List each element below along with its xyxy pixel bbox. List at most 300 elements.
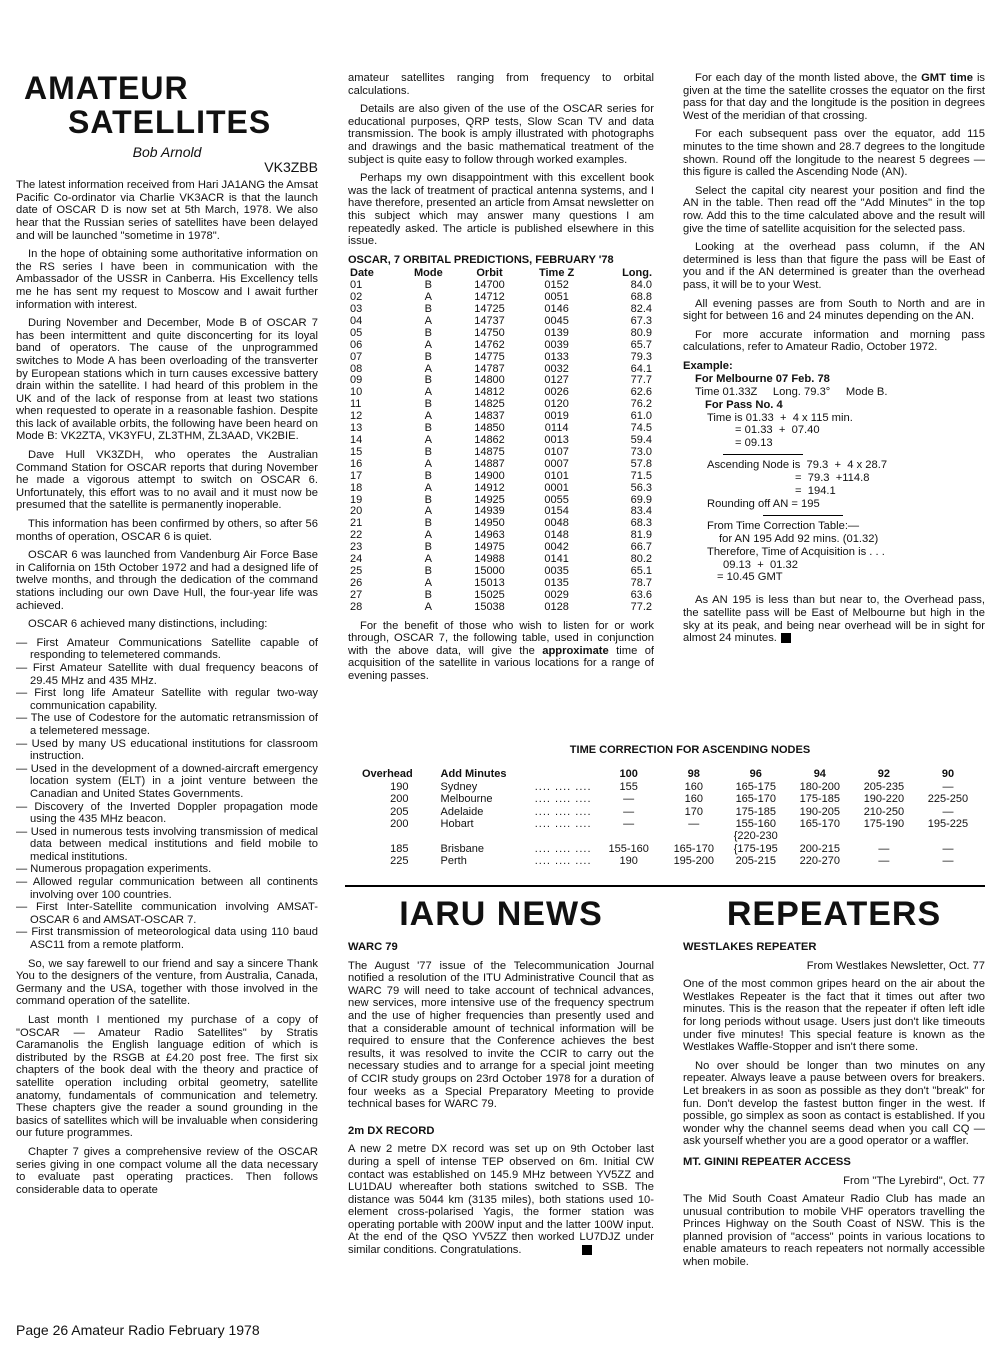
repeaters-title: REPEATERS [726,895,942,933]
dx-record-subheading: 2m DX RECORD [348,1124,435,1137]
tc-cell: 190-220 [863,793,905,806]
orbital-cell: 14900 [474,469,505,482]
tc-cell: — [878,842,890,855]
orbital-cell: A [424,434,432,446]
gmt-text-pre: For each day of the month listed above, the [695,72,918,84]
worked-example [683,360,985,585]
orbital-cell: 23 [350,541,363,554]
example-line-1: For Melbourne 07 Feb. 78 [695,372,830,385]
tc-cell [439,793,594,805]
tc-cell: — [942,842,954,855]
column-3-paragraphs [683,128,985,354]
tc-row [360,793,980,805]
tc-cell: 160 [684,793,703,806]
example-line-5: = 01.33 + 07.40 [735,424,820,437]
orbital-row [348,483,654,495]
orbital-cell: B [424,493,432,506]
orbital-cell: 0045 [544,314,569,327]
tc-cell: 155-160 [608,842,649,855]
orbital-cell: 0029 [544,588,569,601]
orbital-cell: 25 [350,564,363,577]
tc-cell: 190 [619,855,638,868]
orbital-cell: 0133 [544,350,569,363]
orbital-cell: 77.2 [630,600,652,613]
orbital-cell: 14862 [474,434,505,446]
orbital-cell: 0051 [544,291,569,304]
column-1-paragraphs [16,179,318,631]
dx-record-text: A new 2 metre DX record was set up on 9th October last during a spell of intense TEP observed on 6m. Initial CW contact was established on 145.9 MHz between YV5ZZ and LU1DAU whereafter both stations switched to SSB. The distance was 5044 km (3135 miles), both stations used 10-element cross-polarised Yagis, the former station was operating portable with 200W input and the latter 100W input. At the end of the QSO YV5ZZ then worked LU7DJZ under similar conditions. Congratulations. [348,1143,654,1257]
listen-paragraph [348,620,654,683]
example-line-11: From Time Correction Table:— [707,519,860,532]
col3-paragraph-3: Looking at the overhead pass column, if the AN determined is less than that figure the pass will be East of you and if the AN determined is greater than the overhead pass, it will be to your West. [683,241,985,291]
orbital-cell: 14800 [474,374,505,387]
tc-row [360,806,980,818]
orbital-cell: 09 [350,374,363,387]
example-line-3: For Pass No. 4 [705,398,783,411]
orbital-cell: 74.5 [630,422,652,435]
tc-city: Perth [440,855,467,868]
tc-cell: 205-235 [863,780,905,793]
orbital-cell: 0101 [544,469,569,482]
orbital-cell: 15000 [474,564,505,577]
tc-row [360,843,980,855]
orbital-cell: 04 [350,314,363,327]
col1-paragraph-3: During November and December, Mode B of OSCAR 7 has been intermittent and quite disconcerting for its loyal band of operators. The cause of the unprogrammed switches to Mode A has been overloading of the transverter by European stations which in turn causes excessive battery drain within the satellite. I had heard of this problem in the UK and of the lack of response from at least two stations when requested to operate in a reasonable fashion. Despite this lack of available orbits, the following have been heard on Mode B: VK2ZTA, VK3YFU, ZL3THM, ZL3AAD, VK2BIE. [16,317,318,443]
tc-cell: 220-270 [799,855,840,868]
orbital-cell: B [424,350,432,363]
article-title-line-1: AMATEUR [24,70,189,106]
tc-dots: .... .... .... [534,805,592,818]
orbital-cell: 13 [350,422,363,435]
section-divider [345,885,985,887]
tc-city: Sydney [440,780,478,793]
example-line-9: = 194.1 [795,485,836,498]
col1-late-paragraph-3: Chapter 7 gives a comprehensive review of the OSCAR series giving in one compact volume all the data necessary to evaluate past operating practices. Then follows considerable data to operate [16,1145,318,1196]
example-underline-2 [763,515,843,516]
tc-cell: 190-205 [799,805,840,818]
col1-paragraph-1: The latest information received from Hari JA1ANG the Amsat Pacific Co-ordinator via Charlie VK3ACR is that the launch date of OSCAR D is now set at 5th March, 1978. We also hear that the Russian series of satellites have been delayed and will be launched "sometime in 1978". [16,179,318,242]
orbital-cell: 0039 [544,338,569,351]
col2-paragraph-2: Details are also given of the use of the OSCAR series for educational purposes, QRP tests, Slow Scan TV and data transmission. The book is amply illustrated with photographs and drawings and the basic mathematical treatment of the subject is quite easy to follow through worked examples. [348,103,654,166]
orbital-cell: 69.9 [630,493,652,506]
orbital-row [348,459,654,471]
orbital-cell: B [424,398,432,411]
orbital-cell: 61.0 [630,410,652,423]
tc-cell: — [878,855,890,868]
tc-cell [439,843,594,855]
orbital-cell: 0114 [544,422,569,435]
tc-cell: 175-185 [799,793,840,806]
tc-cell: 165-170 [735,793,776,806]
orbital-cell: 14762 [474,338,505,351]
orbital-cell: 22 [350,529,363,542]
orbital-cell: 12 [350,410,363,423]
col1-paragraph-7: OSCAR 6 achieved many distinctions, including: [28,618,268,631]
orbital-cell: A [424,576,432,589]
example-underline [723,454,803,455]
orbital-cell: 0152 [544,279,569,292]
author-callsign: VK3ZBB [264,158,318,175]
westlakes-source: From Westlakes Newsletter, Oct. 77 [806,959,985,972]
orbital-cell: 80.9 [630,326,652,339]
tc-cell: 165-170 [673,842,714,855]
orbital-row [348,352,654,364]
orbital-cell: 80.2 [630,553,652,566]
orbital-cell: A [424,386,432,399]
iaru-news-section [348,895,654,1257]
tc-row [360,781,980,793]
warc-subheading: WARC 79 [348,941,398,953]
orbital-cell: 0128 [544,600,569,613]
orbital-predictions-title: OSCAR, 7 ORBITAL PREDICTIONS, FEBRUARY '78 [348,253,614,266]
orbital-header: Long. [622,267,652,280]
orbital-cell: 06 [350,338,363,351]
listen-text-pre: For the benefit of those who wish to listen for or work through, OSCAR 7, the following table, used in conjunction with the above data, will give the [348,619,654,657]
tc-cell: 195-225 [927,818,969,831]
orbital-row [348,471,654,483]
orbital-cell: 0141 [544,553,569,566]
orbital-cell: 01 [350,279,363,292]
end-mark-icon-2 [582,1245,592,1255]
orbital-cell: 0007 [544,457,569,470]
orbital-cell: 73.0 [630,445,652,458]
orbital-header: Orbit [476,267,503,280]
orbital-cell: 14875 [474,445,505,458]
column-2-paragraphs [348,72,654,248]
time-correction-table [360,768,980,867]
distinction-item: — First long life Amateur Satellite with regular two-way communication capability. [16,687,318,712]
orbital-cell: 14837 [474,410,505,423]
orbital-cell: B [424,279,432,292]
col3-paragraph-5: For more accurate information and morning pass calculations, refer to Amateur Radio, October 1972. [683,328,985,354]
orbital-cell: B [424,326,432,339]
orbital-cell: 16 [350,457,363,470]
tc-cell: {175-195 [733,842,778,855]
tc-cell [439,818,594,843]
distinction-item: — The use of Codestore for the automatic retransmission of a telemetered message. [16,712,318,737]
end-mark-icon [781,633,791,643]
tc-cell [439,806,594,818]
orbital-cell: 14850 [474,422,505,435]
tc-cell: 175-185 [735,805,776,818]
distinction-item: — First Inter-Satellite communication involving AMSAT-OSCAR 6 and AMSAT-OSCAR 7. [16,901,318,926]
orbital-cell: 20 [350,505,363,518]
orbital-cell: 14737 [474,314,505,327]
tc-cell: 160 [684,780,703,793]
orbital-cell: 68.3 [630,517,652,530]
orbital-cell: 81.9 [630,529,652,542]
orbital-cell: B [424,374,432,387]
orbital-row [348,590,654,602]
col3-paragraph-2: Select the capital city nearest your position and find the AN in the table. Then read off the "Add Minutes" in the top row. Add this to the time calculated above and the result will give the time of satellite acquisition for the selected pass. [683,184,985,235]
distinction-item: — Used in the development of a downed-aircraft emergency location system (ELT) in a joint venture between the Canadian and United States Governments. [16,763,318,801]
example-line-13: Therefore, Time of Acquisition is . . . [707,545,885,558]
example-line-2: Time 01.33Z Long. 79.3° Mode B. [695,385,888,398]
col2-paragraph-3: Perhaps my own disappointment with this excellent book was the lack of treatment of practical antenna systems, and I have therefore, presented an article from Amsat newsletter on this subject which may answer many questions I am repeatedly asked. The article is published elsewhere in this issue. [348,172,654,248]
listen-text-post: time of acquisition of the satellite in various locations for a range of evening passes. [348,644,655,682]
tc-dots: .... .... .... [534,793,592,806]
orbital-cell: 0013 [544,434,569,446]
orbital-cell: 77.7 [630,374,652,387]
tc-cell: 200 [390,818,409,831]
orbital-cell: 14725 [474,303,505,316]
tc-cell: — [623,793,635,806]
orbital-row [348,602,654,614]
orbital-cell: 67.3 [630,314,652,327]
tc-cell: 170 [684,805,703,818]
orbital-cell: 0055 [544,493,569,506]
orbital-cell: 18 [350,481,363,494]
article-column-3 [683,72,985,651]
article-title-line-2: SATELLITES [68,104,272,140]
orbital-cell: 0148 [544,529,569,542]
example-label: Example: [683,359,733,372]
distinction-item: — First Amateur Satellite with dual frequency beacons of 29.45 MHz and 435 MHz. [16,662,318,687]
orbital-cell: 0019 [544,410,569,423]
orbital-cell: 78.7 [630,576,652,589]
article-column-1 [16,72,318,1202]
orbital-cell: A [424,338,432,351]
tc-city: Melbourne [440,793,493,806]
orbital-cell: 14 [350,434,363,446]
article-column-2 [348,72,654,689]
orbital-cell: 14939 [474,505,505,518]
orbital-cell: A [424,362,432,375]
orbital-cell: 02 [350,291,363,304]
orbital-cell: 14775 [474,350,505,363]
tc-city: Brisbane [440,842,484,855]
dx-record-paragraph [348,1143,654,1256]
orbital-cell: B [424,445,432,458]
tc-cell: — [623,805,635,818]
orbital-cell: 26 [350,576,363,589]
westlakes-paragraph-1: One of the most common gripes heard on the air about the Westlakes Repeater is the fact that it times out after two minutes. This is the reason that the repeater if often left idle for long periods without usage. Users just don't like timeouts under five minutes! This special feature is known as the Westlakes Waffle-Stopper and isn't there some. [683,978,985,1054]
ginini-subheading: MT. GININI REPEATER ACCESS [683,1155,851,1168]
orbital-cell: B [424,469,432,482]
iaru-title: IARU NEWS [399,895,603,933]
distinction-item: — First Amateur Communications Satellite capable of responding to telemetered commands. [16,637,318,662]
orbital-cell: 62.6 [630,386,652,399]
tc-cell: — [623,818,635,831]
tc-cell: 205 [390,805,409,818]
page-footer: Page 26 Amateur Radio February 1978 [16,1322,260,1338]
tc-dots: .... .... .... [534,855,592,868]
tc-cell: 185 [390,842,409,855]
orbital-cell: 15038 [474,600,505,613]
orbital-cell: B [424,303,432,316]
orbital-cell: 07 [350,350,363,363]
orbital-cell: 0135 [544,576,569,589]
orbital-cell: 14887 [474,457,505,470]
orbital-row [348,340,654,352]
orbital-cell: 57.8 [630,457,652,470]
tc-cell: 200 [390,793,409,806]
orbital-cell: A [424,505,432,518]
orbital-predictions-table [348,268,654,613]
orbital-cell: 79.3 [630,350,652,363]
orbital-cell: B [424,541,432,554]
tc-cell: 210-250 [863,805,905,818]
orbital-cell: B [424,564,432,577]
orbital-cell: B [424,517,432,530]
westlakes-subheading: WESTLAKES REPEATER [683,941,817,953]
tc-cell: — [942,805,954,818]
example-line-8: = 79.3 +114.8 [795,472,870,485]
example-line-12: for AN 195 Add 92 mins. (01.32) [719,532,879,545]
orbital-cell: 14925 [474,493,505,506]
orbital-cell: 14825 [474,398,505,411]
tc-dots: .... .... .... [534,818,592,831]
orbital-cell: 65.7 [630,338,652,351]
ginini-source: From "The Lyrebird", Oct. 77 [843,1174,985,1187]
orbital-cell: 82.4 [630,303,652,316]
orbital-cell: 14750 [474,326,505,339]
orbital-cell: 0127 [544,374,569,387]
example-line-4: Time is 01.33 + 4 x 115 min. [707,411,853,424]
orbital-cell: 05 [350,326,363,339]
orbital-cell: A [424,481,432,494]
tc-cell: 225 [390,855,409,868]
col3-paragraph-1: For each subsequent pass over the equator, add 115 minutes to the time shown and 28.7 degrees to the longitude shown. Round off the longitude to the nearest 5 degrees — this figure is called the Ascending Node (AN). [683,128,985,179]
tc-row [360,818,980,843]
orbital-cell: 65.1 [630,564,652,577]
orbital-cell: 0048 [544,517,569,530]
distinctions-list [16,637,318,952]
orbital-cell: 14812 [474,386,505,399]
tc-header: 94 [813,768,826,781]
orbital-cell: 08 [350,362,363,375]
orbital-cell: A [424,529,432,542]
tc-header: Overhead [362,768,413,781]
orbital-cell: 0001 [544,481,569,494]
orbital-cell: A [424,314,432,327]
article-author: Bob Arnold [132,144,202,160]
westlakes-paragraph-2: No over should be longer than two minutes on any repeater. Always leave a pause between overs for breakers. Let breakers in as soon as possible as they don't "break" for fun. Don't develop the fastest button finger in the west. If possible, go simplex as soon as contact is established. If you wonder why the channel seems dead when you call CQ — ask yourself whether you are a good operator or a waffler. [683,1059,985,1148]
col1-paragraph-6: OSCAR 6 was launched from Vandenburg Air Force Base in California on 15th October 1972 and had a designed life of twelve months, and through the dedication of the command stations including our own Dave Hull, the four-year life was achieved. [16,549,318,612]
distinction-item: — Allowed regular communication between all continents involving over 100 countries. [16,876,318,901]
tc-cell: 200-215 [799,842,840,855]
orbital-cell: A [424,553,432,566]
orbital-cell: 64.1 [630,362,652,375]
col2-paragraph-1: amateur satellites ranging from frequency to orbital calculations. [348,72,654,97]
orbital-cell: 76.2 [630,398,652,411]
orbital-cell: 14963 [474,529,505,542]
tc-cell: 195-200 [673,855,714,868]
orbital-row [348,578,654,590]
tc-header: 100 [619,768,638,781]
orbital-header: Date [350,267,374,280]
tc-cell: 180-200 [799,780,840,793]
tc-cell: 225-250 [927,793,969,806]
orbital-header: Time Z [538,267,575,280]
col3-paragraph-4: All evening passes are from South to North and are in sight for between 16 and 24 minutes depending on the AN. [683,297,985,323]
gmt-paragraph [683,72,985,122]
orbital-cell: 14950 [474,517,505,530]
orbital-cell: 0107 [544,445,569,458]
orbital-cell: 0139 [544,326,569,339]
example-line-6: = 09.13 [735,437,773,450]
tc-cell: 190 [390,780,409,793]
orbital-cell: 19 [350,493,363,506]
example-line-7: Ascending Node is 79.3 + 4 x 28.7 [707,459,888,472]
tc-header: Add Minutes [440,768,507,781]
time-correction-section [360,744,980,868]
warc-paragraph: The August '77 issue of the Telecommunication Journal notified a resolution of the ITU Administrative Council that as WARC 79 will need to take account of technical advances, new services, more intensive use of the frequency spectrum and the use of higher frequencies than presently used and that a considerable amount of technical information will be required to ensure that the Conference achieves the best results, it was resolved to invite the CCIR to carry out the necessary studies and to arrange for a special joint meeting of CCIR study groups on 23rd October 1978 for a duration of four weeks as a Special Preparatory Meeting to provide technical bases for WARC 79. [348,959,654,1111]
column-1-paragraphs-continued [16,958,318,1197]
final-text: As AN 195 is less than but near to, the Overhead pass, the satellite pass will be East of Melbourne but high in the sky at its peak, and being near overhead will be in sight for almost 24 minutes. [683,594,985,645]
tc-header: 98 [687,768,700,781]
tc-cell: 155 [619,780,638,793]
orbital-cell: 27 [350,588,363,601]
orbital-cell: 71.5 [630,469,652,482]
tc-row [360,855,980,867]
example-line-14: 09.13 + 01.32 [723,558,798,571]
tc-city: Adelaide [440,805,484,818]
orbital-cell: 56.3 [630,481,652,494]
orbital-cell: 0026 [544,386,569,399]
orbital-cell: 14787 [474,362,505,375]
orbital-row [348,328,654,340]
tc-dots: .... .... .... [534,842,592,855]
orbital-cell: 14988 [474,553,505,566]
orbital-cell: 24 [350,553,363,566]
orbital-cell: 0032 [544,362,569,375]
orbital-cell: 03 [350,303,363,316]
orbital-cell: 21 [350,517,363,530]
tc-cell: 165-175 [735,780,776,793]
tc-cell: — [942,855,954,868]
tc-cell [439,781,594,793]
orbital-cell: 10 [350,386,363,399]
example-line-10: Rounding off AN = 195 [707,497,820,510]
distinction-item: — Discovery of the Inverted Doppler propagation mode using the 435 MHz beacon. [16,801,318,826]
orbital-cell: 15013 [474,576,505,589]
orbital-cell: A [424,600,432,613]
orbital-cell: 15025 [474,588,505,601]
tc-cell: 205-215 [735,855,776,868]
orbital-cell: B [424,588,432,601]
orbital-cell: 0035 [544,564,569,577]
tc-cell: 165-170 [799,818,840,831]
distinction-item: — Used by many US educational institutions for classroom instruction. [16,738,318,763]
orbital-cell: 14712 [474,291,505,304]
tc-dots: .... .... .... [534,780,592,793]
col1-paragraph-2: In the hope of obtaining some authoritative information on the RS series I have been in communication with the Ambassador of the USSR in Canberra. His Excellency tells me he has sent my request to Moscow and I await further information with interest. [16,248,318,311]
orbital-cell: 68.8 [630,291,652,304]
orbital-cell: 0154 [544,505,569,518]
orbital-cell: 66.7 [630,541,652,554]
example-line-15: = 10.45 GMT [717,571,783,584]
gmt-text-post: is given at the time the satellite crosses the equator on the first pass for that day and the longitude is the position in degrees West of the meridian of that crossing. [683,72,986,122]
distinction-item: — Numerous propagation experiments. [16,863,318,876]
orbital-cell: 14700 [474,279,505,292]
orbital-cell: 11 [350,398,362,411]
tc-cell [439,855,594,867]
tc-cell: — [942,780,954,793]
orbital-cell: 15 [350,445,363,458]
tc-header: 92 [877,768,890,781]
distinction-item: — Used in numerous tests involving transmission of medical data between medical institutions and field mobile to medical institutions. [16,826,318,864]
ginini-paragraph: The Mid South Coast Amateur Radio Club has made an unusual contribution to mobile VHF operators travelling the Princes Highway on the South Coast of NSW. This is the planned provision of "access" points in various locations to enable amateurs to reach repeaters not normally accessible when mobile. [683,1193,985,1269]
orbital-cell: 14912 [474,481,505,494]
tc-header: 90 [941,768,955,781]
orbital-cell: 59.4 [630,434,652,446]
orbital-cell: 0120 [544,398,569,411]
orbital-cell: A [424,291,432,304]
orbital-cell: 63.6 [630,588,652,601]
distinction-item: — First transmission of meteorological data using 110 baud ASC11 from a remote platform. [16,926,318,951]
col1-late-paragraph-1: So, we say farewell to our friend and say a sincere Thank You to the designers of the venture, from Australia, Canada, Germany and the USA, together with those involved in the command operation of the satellite. [16,957,318,1008]
